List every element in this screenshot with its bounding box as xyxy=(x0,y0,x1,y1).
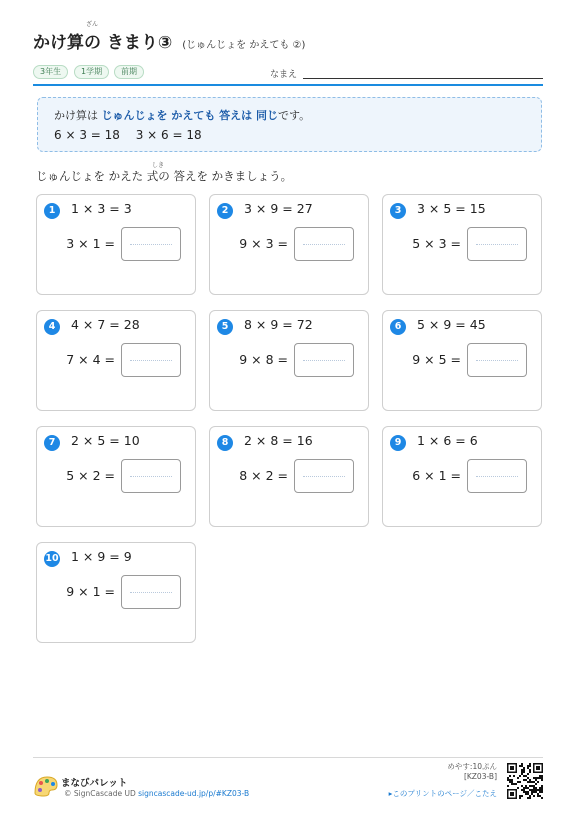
answer-box[interactable] xyxy=(121,575,181,609)
answer-box[interactable] xyxy=(467,343,527,377)
question-equation: 5 × 3 = xyxy=(412,236,461,251)
problem-card xyxy=(382,426,542,527)
copyright xyxy=(64,789,249,798)
question-equation: 9 × 3 = xyxy=(239,236,288,251)
instruction-ruby: しき xyxy=(152,162,165,169)
name-field[interactable] xyxy=(303,78,543,79)
question-equation: 9 × 5 = xyxy=(412,352,461,367)
given-equation: 4 × 7 = 28 xyxy=(71,317,140,332)
instruction xyxy=(36,162,293,184)
page-subtitle: (じゅんじょを かえても ②) xyxy=(182,40,306,51)
problem-card xyxy=(209,194,369,295)
problem-card xyxy=(209,310,369,411)
problem-number: 7 xyxy=(44,435,60,451)
problem-number: 5 xyxy=(217,319,233,335)
problem-card xyxy=(36,542,196,643)
header-divider xyxy=(33,84,543,86)
given-equation: 1 × 6 = 6 xyxy=(417,433,478,448)
given-equation: 2 × 8 = 16 xyxy=(244,433,313,448)
answer-box[interactable] xyxy=(121,459,181,493)
footer-divider xyxy=(33,757,543,758)
answer-box[interactable] xyxy=(121,227,181,261)
problem-card xyxy=(209,426,369,527)
given-equation: 8 × 9 = 72 xyxy=(244,317,313,332)
answer-box[interactable] xyxy=(294,343,354,377)
instruction-text: じゅんじょを かえた 式の 答えを かきましょう。 xyxy=(36,169,293,183)
period-tag: 前期 xyxy=(114,65,144,79)
rule-prefix: かけ算は xyxy=(54,109,102,122)
question-equation: 9 × 8 = xyxy=(239,352,288,367)
problem-number: 4 xyxy=(44,319,60,335)
rule-emphasis: じゅんじょを かえても 答えは 同じ xyxy=(101,109,278,122)
given-equation: 3 × 5 = 15 xyxy=(417,201,486,216)
answer-box[interactable] xyxy=(294,459,354,493)
answer-box[interactable] xyxy=(467,227,527,261)
question-equation: 6 × 1 = xyxy=(412,468,461,483)
problem-card xyxy=(36,426,196,527)
grade-tag: 3年生 xyxy=(33,65,68,79)
problem-number: 2 xyxy=(217,203,233,219)
copyright-text: © SignCascade UD xyxy=(64,789,136,798)
problem-card xyxy=(382,194,542,295)
given-equation: 1 × 3 = 3 xyxy=(71,201,132,216)
worksheet-code: [KZ03-B] xyxy=(463,772,497,781)
qr-code-icon[interactable] xyxy=(507,763,543,799)
title-text: かけ算の きまり③ xyxy=(33,33,173,53)
given-equation: 2 × 5 = 10 xyxy=(71,433,140,448)
given-equation: 5 × 9 = 45 xyxy=(417,317,486,332)
brand-name: まなびパレット xyxy=(61,778,128,789)
time-estimate: めやす:10ぷん xyxy=(447,762,497,771)
problem-number: 9 xyxy=(390,435,406,451)
page-title xyxy=(33,21,306,53)
answer-box[interactable] xyxy=(294,227,354,261)
palette-logo-icon xyxy=(33,773,59,797)
question-equation: 8 × 2 = xyxy=(239,468,288,483)
problem-card xyxy=(382,310,542,411)
problem-card xyxy=(36,194,196,295)
name-label: なまえ xyxy=(270,70,298,80)
question-equation: 7 × 4 = xyxy=(66,352,115,367)
rule-info-box xyxy=(37,97,542,152)
rule-suffix: です。 xyxy=(278,109,311,122)
site-link[interactable]: signcascade-ud.jp/p/#KZ03-B xyxy=(138,789,250,798)
answer-box[interactable] xyxy=(467,459,527,493)
given-equation: 3 × 9 = 27 xyxy=(244,201,313,216)
term-tag: 1学期 xyxy=(74,65,109,79)
problem-number: 3 xyxy=(390,203,406,219)
problem-card xyxy=(36,310,196,411)
answer-box[interactable] xyxy=(121,343,181,377)
question-equation: 5 × 2 = xyxy=(66,468,115,483)
problem-number: 10 xyxy=(44,551,60,567)
question-equation: 3 × 1 = xyxy=(66,236,115,251)
question-equation: 9 × 1 = xyxy=(66,584,115,599)
answer-page-link[interactable]: ▸このプリントのページ／こたえ xyxy=(388,789,497,798)
rule-example: 6 × 3 = 18 3 × 6 = 18 xyxy=(54,128,202,142)
title-ruby: ざん xyxy=(86,21,99,28)
given-equation: 1 × 9 = 9 xyxy=(71,549,132,564)
problem-number: 6 xyxy=(390,319,406,335)
problem-number: 1 xyxy=(44,203,60,219)
problem-number: 8 xyxy=(217,435,233,451)
rule-statement xyxy=(54,107,310,123)
